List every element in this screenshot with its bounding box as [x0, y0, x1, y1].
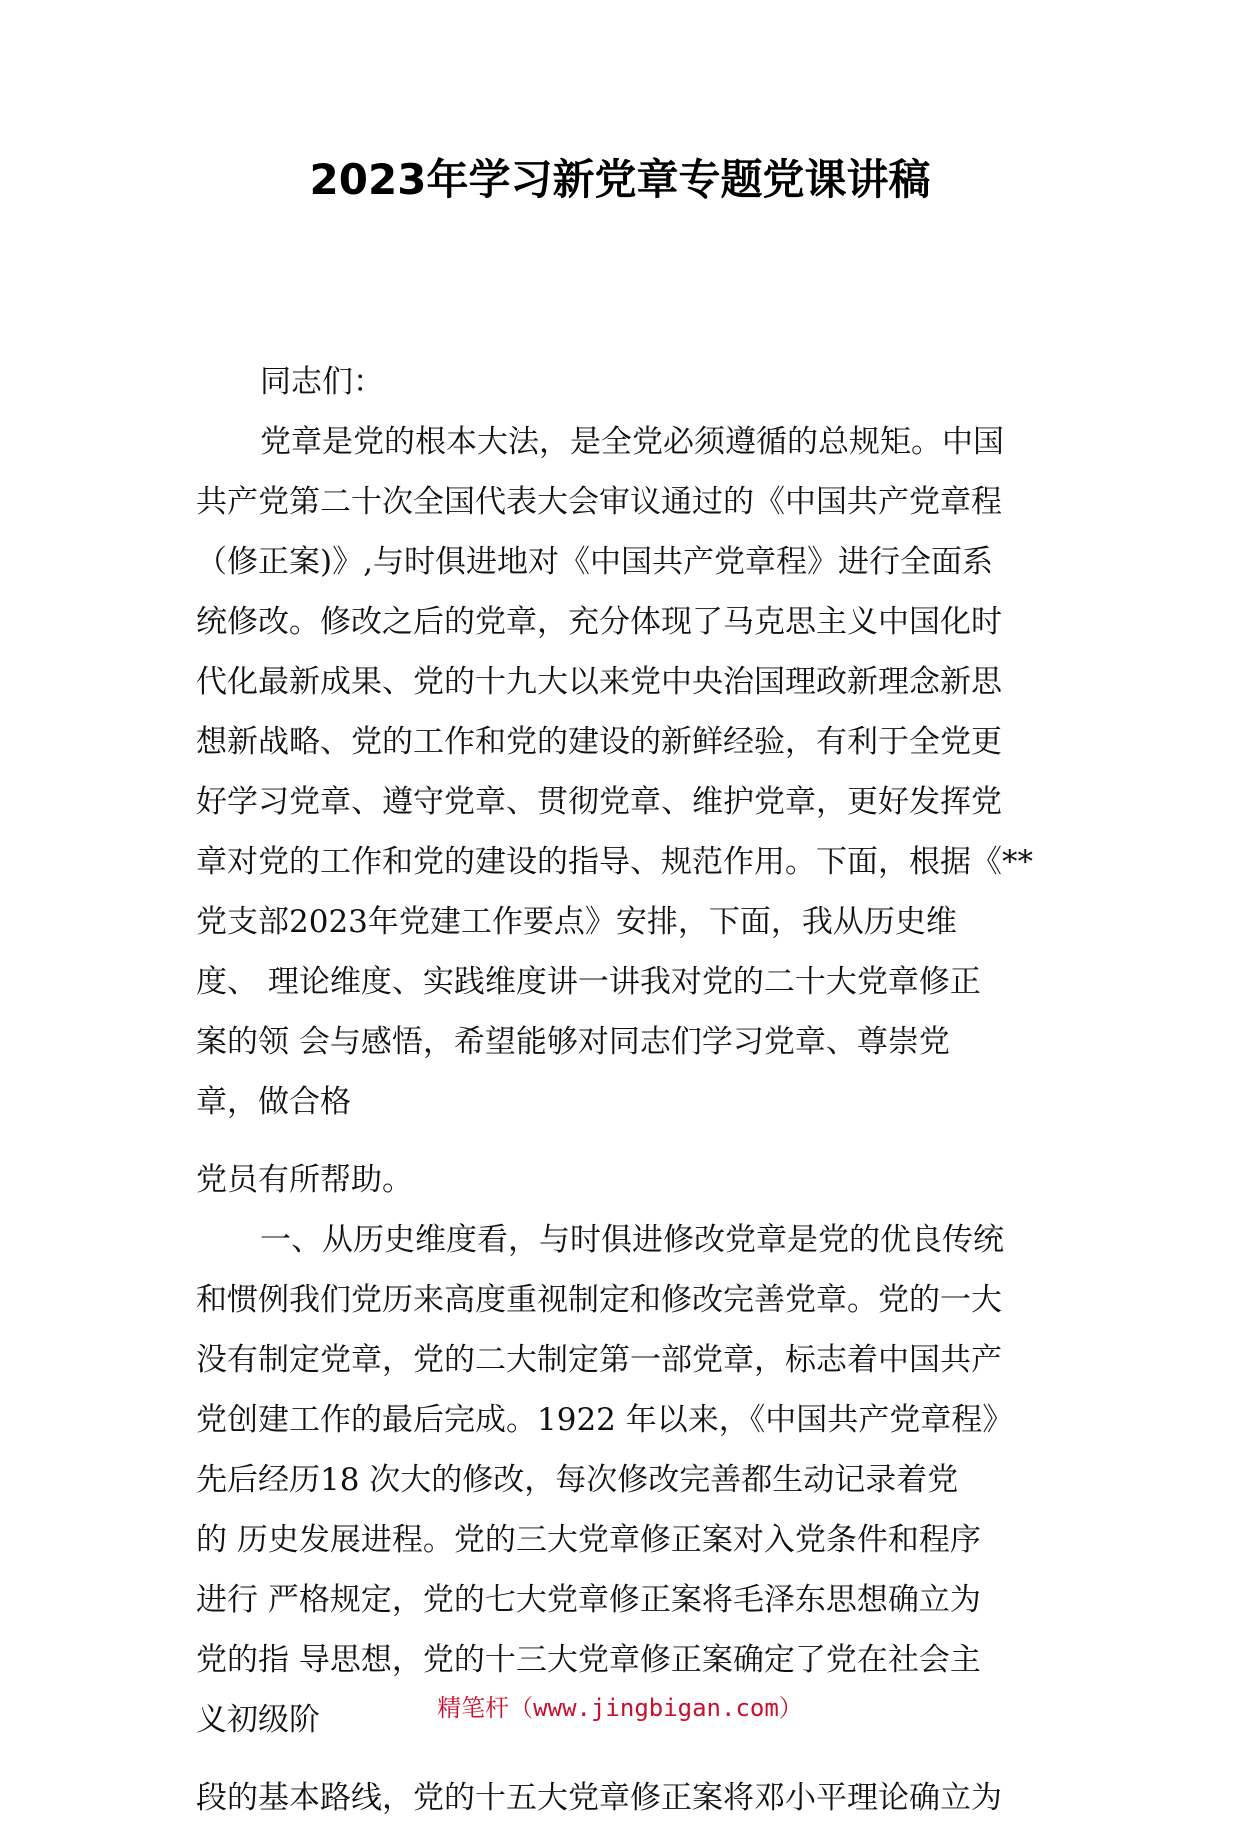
- paragraph-line: 党的指 导思想，党的十三大党章修正案确定了党在社会主: [196, 1642, 981, 1678]
- paragraph-line: 度、 理论维度、实践维度讲一讲我对党的二十大党章修正: [196, 964, 981, 1000]
- paragraph-line: 进行 严格规定，党的七大党章修正案将毛泽东思想确立为: [196, 1582, 981, 1618]
- paragraph-line: 章，做合格: [196, 1084, 351, 1120]
- paragraph-line: 统修改。修改之后的党章，充分体现了马克思主义中国化时: [196, 604, 1002, 640]
- section-heading-line: 一、从历史维度看，与时俱进修改党章是党的优良传统: [260, 1222, 1004, 1258]
- footer-watermark: 精笔杆（www.jingbigan.com）: [437, 1694, 803, 1722]
- salutation-line: 同志们：: [260, 364, 384, 400]
- document-title: 2023年学习新党章专题党课讲稿: [309, 155, 931, 204]
- paragraph-line: 好学习党章、遵守党章、贯彻党章、维护党章，更好发挥党: [196, 784, 1002, 820]
- paragraph-line: 案的领 会与感悟，希望能够对同志们学习党章、尊崇党: [196, 1024, 950, 1060]
- paragraph-line: 党创建工作的最后完成。1922 年以来，《中国共产党章程》: [196, 1402, 1014, 1438]
- paragraph-line: 段的基本路线，党的十五大党章修正案将邓小平理论确立为: [196, 1780, 1002, 1816]
- paragraph-line: 共产党第二十次全国代表大会审议通过的《中国共产党章程: [196, 484, 1002, 520]
- paragraph-line: （修正案)》,与时俱进地对《中国共产党章程》进行全面系: [196, 544, 993, 580]
- paragraph-line: 和惯例我们党历来高度重视制定和修改完善党章。党的一大: [196, 1282, 1002, 1318]
- paragraph-line: 党章是党的根本大法，是全党必须遵循的总规矩。中国: [260, 424, 1004, 460]
- paragraph-line: 义初级阶: [196, 1702, 320, 1738]
- document-body: [196, 352, 1076, 1828]
- paragraph-line: 没有制定党章，党的二大制定第一部党章，标志着中国共产: [196, 1342, 1002, 1378]
- paragraph-line: 党支部2023年党建工作要点》安排，下面，我从历史维: [196, 904, 957, 940]
- paragraph-line: 想新战略、党的工作和党的建设的新鲜经验，有利于全党更: [196, 724, 1002, 760]
- paragraph-line: 先后经历18 次大的修改，每次修改完善都生动记录着党: [196, 1462, 959, 1498]
- paragraph-line: 章对党的工作和党的建设的指导、规范作用。下面，根据《**: [196, 844, 1033, 880]
- paragraph-line: 的 历史发展进程。党的三大党章修正案对入党条件和程序: [196, 1522, 981, 1558]
- paragraph-line: 代化最新成果、党的十九大以来党中央治国理政新理念新思: [196, 664, 1002, 700]
- paragraph-line: 党员有所帮助。: [196, 1162, 413, 1198]
